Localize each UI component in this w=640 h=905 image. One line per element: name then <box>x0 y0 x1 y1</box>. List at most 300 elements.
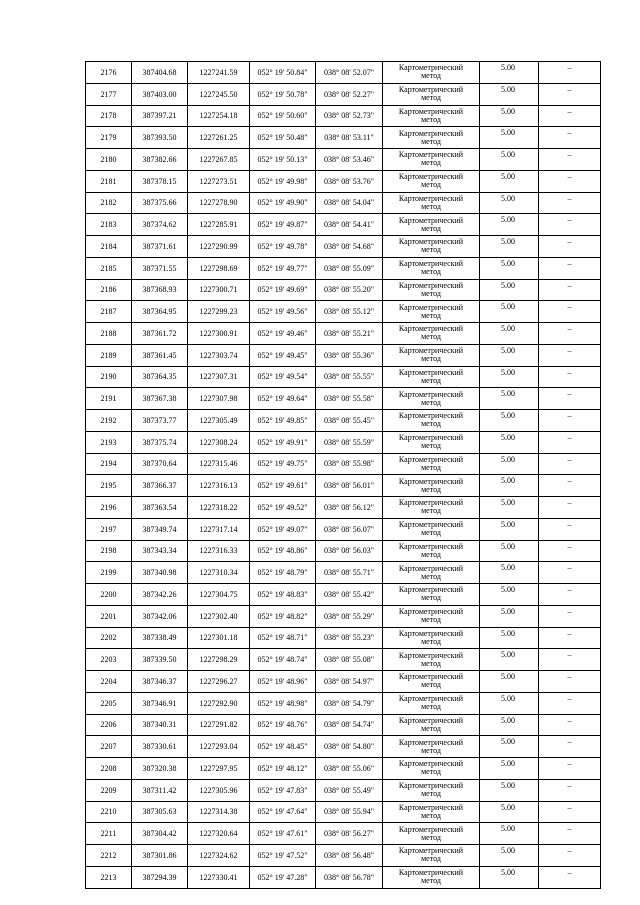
point-number: 2196 <box>86 497 132 519</box>
latitude: 052° 19' 49.07" <box>250 518 316 540</box>
method-line-1: Картометрический <box>398 694 464 704</box>
latitude: 052° 19' 49.46" <box>250 323 316 345</box>
coord-y: 1227300.71 <box>188 279 250 301</box>
method-line-1: Картометрический <box>398 259 464 269</box>
accuracy: 5.00 <box>480 62 539 84</box>
coord-y: 1227285.91 <box>188 214 250 236</box>
longitude: 038° 08' 55.20" <box>316 279 383 301</box>
accuracy: 5.00 <box>480 475 539 497</box>
latitude: 052° 19' 49.91" <box>250 431 316 453</box>
table-row <box>86 62 601 84</box>
accuracy: 5.00 <box>480 366 539 388</box>
method-line-2: метод <box>421 114 441 124</box>
note-dash: – <box>539 475 601 497</box>
accuracy: 5.00 <box>480 562 539 584</box>
longitude: 038° 08' 54.04" <box>316 192 383 214</box>
method-line-1: Картометрический <box>398 215 464 225</box>
method-line-2: метод <box>421 832 441 842</box>
table-row <box>86 562 601 584</box>
coord-x: 387361.45 <box>132 344 188 366</box>
table-row <box>86 649 601 671</box>
longitude: 038° 08' 56.27" <box>316 823 383 845</box>
method-line-2: метод <box>421 528 441 538</box>
method <box>383 83 480 105</box>
point-number: 2194 <box>86 453 132 475</box>
method-line-1: Картометрический <box>398 672 464 682</box>
point-number: 2185 <box>86 257 132 279</box>
method-line-1: Картометрический <box>398 541 464 551</box>
note-dash: – <box>539 127 601 149</box>
accuracy: 5.00 <box>480 127 539 149</box>
longitude: 038° 08' 52.73" <box>316 105 383 127</box>
coord-x: 387364.95 <box>132 301 188 323</box>
coord-y: 1227297.95 <box>188 758 250 780</box>
method-line-1: Картометрический <box>398 802 464 812</box>
method-line-1: Картометрический <box>398 193 464 203</box>
coord-x: 387343.34 <box>132 540 188 562</box>
method <box>383 671 480 693</box>
accuracy: 5.00 <box>480 692 539 714</box>
table-row <box>86 388 601 410</box>
latitude: 052° 19' 50.60" <box>250 105 316 127</box>
method <box>383 866 480 888</box>
method-line-2: метод <box>421 680 441 690</box>
table-row <box>86 236 601 258</box>
note-dash: – <box>539 410 601 432</box>
accuracy: 5.00 <box>480 279 539 301</box>
method <box>383 214 480 236</box>
coord-y: 1227298.69 <box>188 257 250 279</box>
accuracy: 5.00 <box>480 236 539 258</box>
method-line-1: Картометрический <box>398 128 464 138</box>
method <box>383 149 480 171</box>
coord-y: 1227278.90 <box>188 192 250 214</box>
method-line-2: метод <box>421 702 441 712</box>
method-line-2: метод <box>421 571 441 581</box>
method-line-2: метод <box>421 593 441 603</box>
coord-y: 1227324.62 <box>188 845 250 867</box>
method-line-2: метод <box>421 615 441 625</box>
method-line-1: Картометрический <box>398 237 464 247</box>
table-row <box>86 301 601 323</box>
coord-y: 1227273.51 <box>188 170 250 192</box>
coord-y: 1227316.33 <box>188 540 250 562</box>
latitude: 052° 19' 49.90" <box>250 192 316 214</box>
coord-x: 387342.06 <box>132 605 188 627</box>
longitude: 038° 08' 53.11" <box>316 127 383 149</box>
point-number: 2186 <box>86 279 132 301</box>
table-row <box>86 714 601 736</box>
method <box>383 584 480 606</box>
accuracy: 5.00 <box>480 801 539 823</box>
table-row <box>86 366 601 388</box>
point-number: 2183 <box>86 214 132 236</box>
note-dash: – <box>539 758 601 780</box>
method-line-1: Картометрический <box>398 476 464 486</box>
method-line-2: метод <box>421 484 441 494</box>
coord-x: 387404.68 <box>132 62 188 84</box>
point-number: 2181 <box>86 170 132 192</box>
table-row <box>86 692 601 714</box>
latitude: 052° 19' 48.98" <box>250 692 316 714</box>
note-dash: – <box>539 236 601 258</box>
coord-y: 1227267.85 <box>188 149 250 171</box>
table-row <box>86 671 601 693</box>
coord-x: 387342.26 <box>132 584 188 606</box>
method-line-1: Картометрический <box>398 172 464 182</box>
table-row <box>86 779 601 801</box>
point-number: 2212 <box>86 845 132 867</box>
accuracy: 5.00 <box>480 605 539 627</box>
accuracy: 5.00 <box>480 671 539 693</box>
coord-x: 387338.49 <box>132 627 188 649</box>
table-row <box>86 518 601 540</box>
latitude: 052° 19' 48.76" <box>250 714 316 736</box>
longitude: 038° 08' 54.79" <box>316 692 383 714</box>
coord-x: 387349.74 <box>132 518 188 540</box>
accuracy: 5.00 <box>480 149 539 171</box>
point-number: 2192 <box>86 410 132 432</box>
table-row <box>86 214 601 236</box>
latitude: 052° 19' 48.86" <box>250 540 316 562</box>
method-line-1: Картометрический <box>398 302 464 312</box>
accuracy: 5.00 <box>480 649 539 671</box>
method-line-2: метод <box>421 136 441 146</box>
coord-x: 387397.21 <box>132 105 188 127</box>
point-number: 2195 <box>86 475 132 497</box>
accuracy: 5.00 <box>480 736 539 758</box>
point-number: 2176 <box>86 62 132 84</box>
table-row <box>86 540 601 562</box>
coord-x: 387403.00 <box>132 83 188 105</box>
table-row <box>86 605 601 627</box>
method <box>383 562 480 584</box>
accuracy: 5.00 <box>480 344 539 366</box>
method-line-2: метод <box>421 288 441 298</box>
note-dash: – <box>539 170 601 192</box>
coord-y: 1227299.23 <box>188 301 250 323</box>
accuracy: 5.00 <box>480 584 539 606</box>
method-line-2: метод <box>421 789 441 799</box>
coord-x: 387373.77 <box>132 410 188 432</box>
method-line-2: метод <box>421 810 441 820</box>
coord-y: 1227254.18 <box>188 105 250 127</box>
point-number: 2178 <box>86 105 132 127</box>
longitude: 038° 08' 55.59" <box>316 431 383 453</box>
point-number: 2177 <box>86 83 132 105</box>
method-line-1: Картометрический <box>398 781 464 791</box>
coord-y: 1227320.64 <box>188 823 250 845</box>
method <box>383 366 480 388</box>
method <box>383 105 480 127</box>
method-line-2: метод <box>421 636 441 646</box>
accuracy: 5.00 <box>480 758 539 780</box>
method-line-1: Картометрический <box>398 411 464 421</box>
longitude: 038° 08' 55.58" <box>316 388 383 410</box>
latitude: 052° 19' 50.48" <box>250 127 316 149</box>
longitude: 038° 08' 55.94" <box>316 801 383 823</box>
table-row <box>86 410 601 432</box>
latitude: 052° 19' 48.96" <box>250 671 316 693</box>
point-number: 2200 <box>86 584 132 606</box>
method-line-1: Картометрический <box>398 868 464 878</box>
method <box>383 257 480 279</box>
longitude: 038° 08' 54.74" <box>316 714 383 736</box>
coord-x: 387294.39 <box>132 866 188 888</box>
method <box>383 127 480 149</box>
note-dash: – <box>539 649 601 671</box>
note-dash: – <box>539 214 601 236</box>
method <box>383 823 480 845</box>
method-line-1: Картометрический <box>398 520 464 530</box>
point-number: 2189 <box>86 344 132 366</box>
note-dash: – <box>539 257 601 279</box>
note-dash: – <box>539 323 601 345</box>
method <box>383 323 480 345</box>
table-row <box>86 801 601 823</box>
table-row <box>86 344 601 366</box>
method-line-1: Картометрический <box>398 367 464 377</box>
coord-x: 387305.63 <box>132 801 188 823</box>
coord-x: 387371.55 <box>132 257 188 279</box>
coord-y: 1227241.59 <box>188 62 250 84</box>
longitude: 038° 08' 54.80" <box>316 736 383 758</box>
longitude: 038° 08' 55.55" <box>316 366 383 388</box>
coord-y: 1227300.91 <box>188 323 250 345</box>
note-dash: – <box>539 105 601 127</box>
coord-x: 387346.91 <box>132 692 188 714</box>
method-line-1: Картометрический <box>398 628 464 638</box>
accuracy: 5.00 <box>480 714 539 736</box>
note-dash: – <box>539 866 601 888</box>
note-dash: – <box>539 83 601 105</box>
point-number: 2187 <box>86 301 132 323</box>
point-number: 2213 <box>86 866 132 888</box>
method <box>383 453 480 475</box>
longitude: 038° 08' 55.08" <box>316 649 383 671</box>
point-number: 2209 <box>86 779 132 801</box>
coord-y: 1227296.27 <box>188 671 250 693</box>
accuracy: 5.00 <box>480 823 539 845</box>
accuracy: 5.00 <box>480 497 539 519</box>
point-number: 2184 <box>86 236 132 258</box>
method-line-1: Картометрический <box>398 454 464 464</box>
point-number: 2208 <box>86 758 132 780</box>
coord-x: 387301.86 <box>132 845 188 867</box>
note-dash: – <box>539 62 601 84</box>
latitude: 052° 19' 49.52" <box>250 497 316 519</box>
note-dash: – <box>539 366 601 388</box>
coord-x: 387320.38 <box>132 758 188 780</box>
coord-x: 387361.72 <box>132 323 188 345</box>
method-line-2: метод <box>421 723 441 733</box>
coord-x: 387367.38 <box>132 388 188 410</box>
latitude: 052° 19' 49.77" <box>250 257 316 279</box>
method <box>383 627 480 649</box>
latitude: 052° 19' 49.56" <box>250 301 316 323</box>
longitude: 038° 08' 55.12" <box>316 301 383 323</box>
longitude: 038° 08' 56.07" <box>316 518 383 540</box>
coord-y: 1227304.75 <box>188 584 250 606</box>
note-dash: – <box>539 627 601 649</box>
coord-x: 387363.54 <box>132 497 188 519</box>
longitude: 038° 08' 56.12" <box>316 497 383 519</box>
coord-x: 387393.50 <box>132 127 188 149</box>
coord-y: 1227261.25 <box>188 127 250 149</box>
point-number: 2191 <box>86 388 132 410</box>
latitude: 052° 19' 48.74" <box>250 649 316 671</box>
latitude: 052° 19' 50.84" <box>250 62 316 84</box>
method-line-2: метод <box>421 854 441 864</box>
point-number: 2211 <box>86 823 132 845</box>
table-row <box>86 453 601 475</box>
latitude: 052° 19' 47.64" <box>250 801 316 823</box>
coord-y: 1227298.29 <box>188 649 250 671</box>
point-number: 2193 <box>86 431 132 453</box>
method-line-2: метод <box>421 767 441 777</box>
note-dash: – <box>539 344 601 366</box>
latitude: 052° 19' 48.71" <box>250 627 316 649</box>
coord-x: 387311.42 <box>132 779 188 801</box>
coord-y: 1227245.50 <box>188 83 250 105</box>
method <box>383 279 480 301</box>
longitude: 038° 08' 55.21" <box>316 323 383 345</box>
latitude: 052° 19' 50.13" <box>250 149 316 171</box>
accuracy: 5.00 <box>480 518 539 540</box>
table-row <box>86 627 601 649</box>
coord-x: 387368.93 <box>132 279 188 301</box>
method-line-1: Картометрический <box>398 715 464 725</box>
accuracy: 5.00 <box>480 453 539 475</box>
method-line-1: Картометрический <box>398 737 464 747</box>
longitude: 038° 08' 54.97" <box>316 671 383 693</box>
method-line-2: метод <box>421 419 441 429</box>
method <box>383 475 480 497</box>
method-line-1: Картометрический <box>398 150 464 160</box>
note-dash: – <box>539 736 601 758</box>
note-dash: – <box>539 671 601 693</box>
method-line-1: Картометрический <box>398 106 464 116</box>
method-line-1: Картометрический <box>398 346 464 356</box>
method <box>383 236 480 258</box>
coordinates-table-body <box>86 62 601 889</box>
accuracy: 5.00 <box>480 845 539 867</box>
method-line-2: метод <box>421 876 441 886</box>
note-dash: – <box>539 801 601 823</box>
accuracy: 5.00 <box>480 301 539 323</box>
coord-x: 387330.61 <box>132 736 188 758</box>
point-number: 2201 <box>86 605 132 627</box>
method <box>383 801 480 823</box>
method-line-2: метод <box>421 158 441 168</box>
latitude: 052° 19' 47.61" <box>250 823 316 845</box>
coord-x: 387340.98 <box>132 562 188 584</box>
note-dash: – <box>539 149 601 171</box>
longitude: 038° 08' 55.49" <box>316 779 383 801</box>
method-line-2: метод <box>421 201 441 211</box>
method-line-1: Картометрический <box>398 824 464 834</box>
coord-y: 1227317.14 <box>188 518 250 540</box>
method-line-2: метод <box>421 71 441 81</box>
method <box>383 62 480 84</box>
method-line-2: метод <box>421 332 441 342</box>
table-row <box>86 497 601 519</box>
table-row <box>86 192 601 214</box>
accuracy: 5.00 <box>480 214 539 236</box>
method <box>383 301 480 323</box>
method-line-1: Картометрический <box>398 585 464 595</box>
table-row <box>86 127 601 149</box>
accuracy: 5.00 <box>480 627 539 649</box>
point-number: 2206 <box>86 714 132 736</box>
method-line-2: метод <box>421 462 441 472</box>
coord-y: 1227291.82 <box>188 714 250 736</box>
method <box>383 344 480 366</box>
method-line-1: Картометрический <box>398 389 464 399</box>
accuracy: 5.00 <box>480 170 539 192</box>
longitude: 038° 08' 55.36" <box>316 344 383 366</box>
method-line-1: Картометрический <box>398 563 464 573</box>
coord-y: 1227290.99 <box>188 236 250 258</box>
point-number: 2205 <box>86 692 132 714</box>
coord-y: 1227307.31 <box>188 366 250 388</box>
latitude: 052° 19' 48.83" <box>250 584 316 606</box>
longitude: 038° 08' 56.01" <box>316 475 383 497</box>
note-dash: – <box>539 431 601 453</box>
coord-y: 1227302.40 <box>188 605 250 627</box>
longitude: 038° 08' 52.07" <box>316 62 383 84</box>
method-line-2: метод <box>421 223 441 233</box>
method-line-2: метод <box>421 549 441 559</box>
coord-x: 387374.62 <box>132 214 188 236</box>
method-line-2: метод <box>421 375 441 385</box>
method-line-2: метод <box>421 267 441 277</box>
note-dash: – <box>539 845 601 867</box>
note-dash: – <box>539 279 601 301</box>
coord-y: 1227293.04 <box>188 736 250 758</box>
method <box>383 497 480 519</box>
method-line-1: Картометрический <box>398 85 464 95</box>
note-dash: – <box>539 388 601 410</box>
method <box>383 518 480 540</box>
table-row <box>86 736 601 758</box>
coord-y: 1227303.74 <box>188 344 250 366</box>
method-line-2: метод <box>421 245 441 255</box>
latitude: 052° 19' 49.75" <box>250 453 316 475</box>
table-row <box>86 823 601 845</box>
longitude: 038° 08' 55.45" <box>316 410 383 432</box>
method <box>383 170 480 192</box>
coord-y: 1227305.49 <box>188 410 250 432</box>
latitude: 052° 19' 48.12" <box>250 758 316 780</box>
longitude: 038° 08' 55.09" <box>316 257 383 279</box>
method-line-1: Картометрический <box>398 650 464 660</box>
latitude: 052° 19' 49.78" <box>250 236 316 258</box>
note-dash: – <box>539 584 601 606</box>
table-row <box>86 105 601 127</box>
longitude: 038° 08' 53.46" <box>316 149 383 171</box>
coordinates-table <box>85 61 601 889</box>
coord-y: 1227305.96 <box>188 779 250 801</box>
longitude: 038° 08' 55.71" <box>316 562 383 584</box>
method-line-2: метод <box>421 354 441 364</box>
accuracy: 5.00 <box>480 323 539 345</box>
longitude: 038° 08' 55.06" <box>316 758 383 780</box>
coord-y: 1227315.46 <box>188 453 250 475</box>
method <box>383 410 480 432</box>
longitude: 038° 08' 55.42" <box>316 584 383 606</box>
method-line-2: метод <box>421 397 441 407</box>
